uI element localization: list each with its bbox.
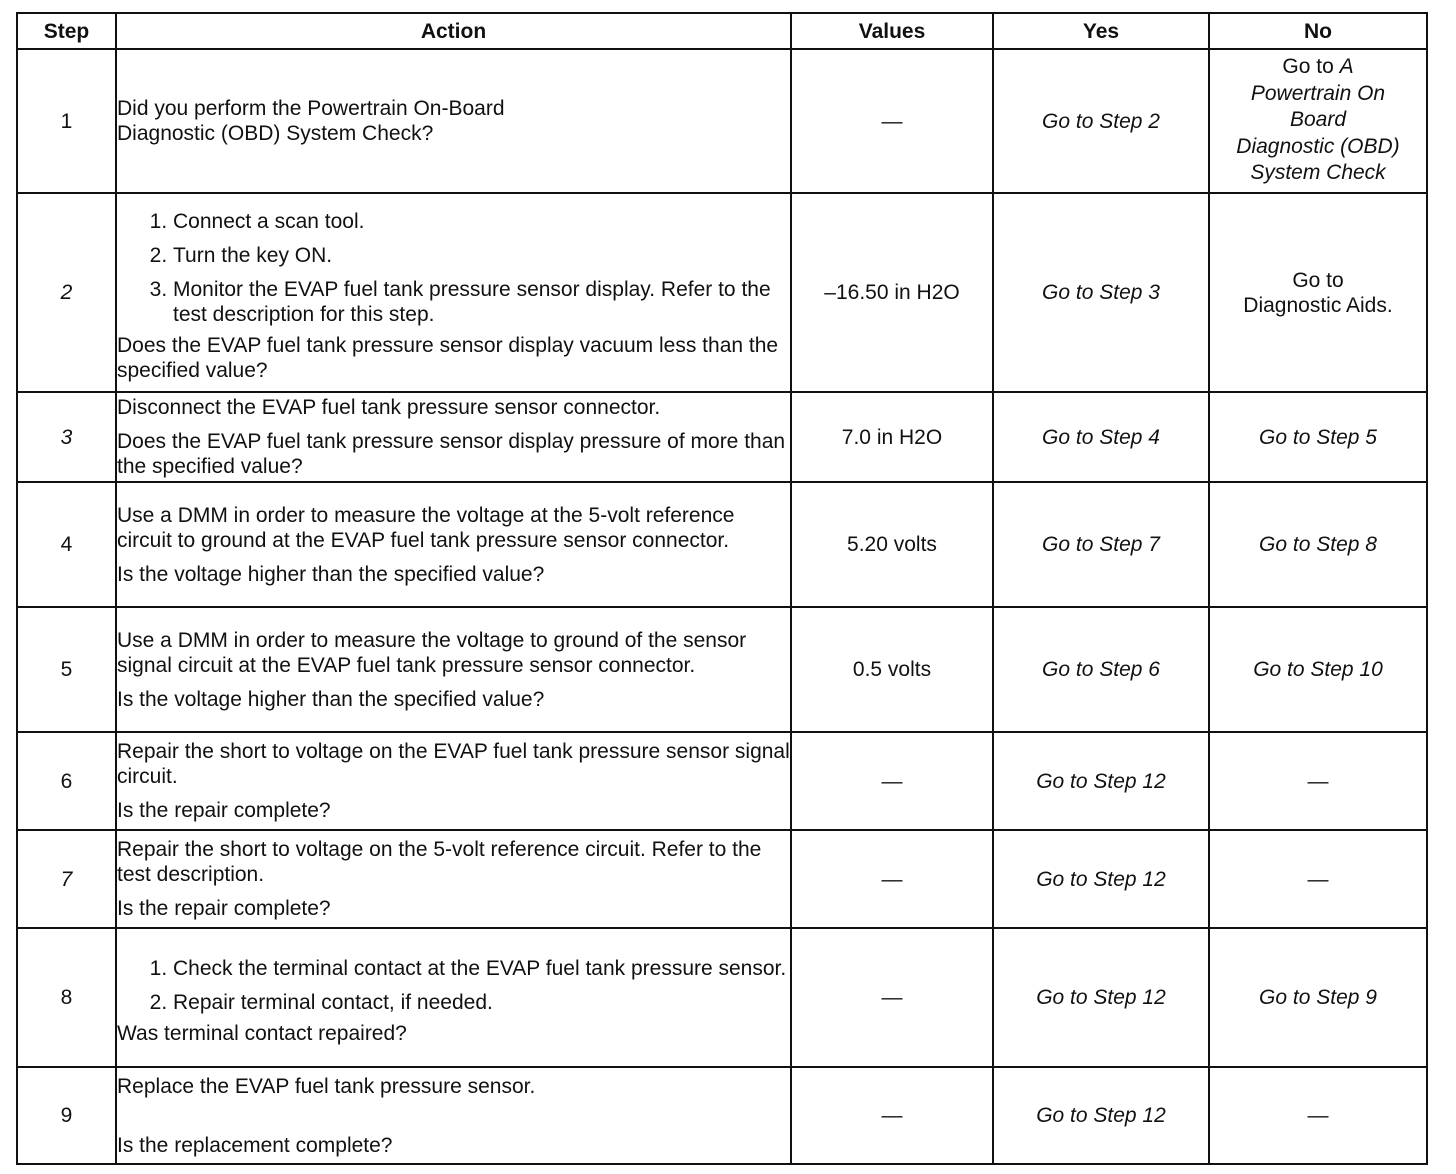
value-cell: 5.20 volts bbox=[791, 482, 993, 607]
no-link[interactable]: Go to Step 9 bbox=[1209, 928, 1427, 1067]
no-link-text: Powertrain On bbox=[1250, 81, 1386, 105]
action-question: Is the voltage higher than the specified value? bbox=[117, 562, 545, 586]
action-question: Does the EVAP fuel tank pressure sensor display vacuum less than the specified value? bbox=[117, 333, 779, 382]
yes-link[interactable]: Go to Step 6 bbox=[993, 607, 1209, 732]
table-row bbox=[17, 732, 1427, 830]
no-value: — bbox=[1209, 732, 1427, 830]
step-number: 9 bbox=[17, 1067, 116, 1164]
action-cell bbox=[116, 607, 791, 732]
action-cell bbox=[116, 49, 791, 193]
no-value: — bbox=[1209, 830, 1427, 928]
header-step: Step bbox=[17, 13, 116, 49]
step-number: 2 bbox=[17, 193, 116, 392]
value-cell: –16.50 in H2O bbox=[791, 193, 993, 392]
action-steps bbox=[117, 956, 790, 1015]
step-number: 1 bbox=[17, 49, 116, 193]
value-cell: — bbox=[791, 830, 993, 928]
value-cell: — bbox=[791, 49, 993, 193]
no-link[interactable] bbox=[1209, 49, 1427, 193]
yes-link[interactable]: Go to Step 12 bbox=[993, 830, 1209, 928]
action-step: 1. Check the terminal contact at the EVAP fuel tank pressure sensor. bbox=[173, 956, 790, 981]
action-intro-line: Did you perform the Powertrain On-Board bbox=[117, 97, 505, 120]
value-cell: — bbox=[791, 928, 993, 1067]
action-intro: Replace the EVAP fuel tank pressure sensor. bbox=[117, 1074, 536, 1098]
table-row bbox=[17, 928, 1427, 1067]
action-intro-line: Diagnostic (OBD) System Check? bbox=[117, 122, 434, 145]
no-link-text: Go to bbox=[1292, 268, 1344, 292]
value-cell: — bbox=[791, 732, 993, 830]
action-cell bbox=[116, 1067, 791, 1164]
yes-link[interactable]: Go to Step 4 bbox=[993, 392, 1209, 482]
header-row bbox=[17, 13, 1427, 49]
no-link[interactable] bbox=[1209, 193, 1427, 392]
no-link-text: Diagnostic Aids. bbox=[1243, 293, 1393, 317]
header-no: No bbox=[1209, 13, 1427, 49]
action-steps bbox=[117, 209, 790, 327]
value-cell: 0.5 volts bbox=[791, 607, 993, 732]
step-number: 3 bbox=[17, 392, 116, 482]
table-row bbox=[17, 193, 1427, 392]
no-link-text: Board bbox=[1289, 108, 1347, 131]
table-row bbox=[17, 607, 1427, 732]
table-row bbox=[17, 830, 1427, 928]
action-intro: Use a DMM in order to measure the voltage to ground of the sensor signal circuit at the EVAP fuel tank pressure sensor connector. bbox=[117, 628, 747, 677]
action-step: 2. Turn the key ON. bbox=[173, 243, 790, 268]
no-value: — bbox=[1209, 1067, 1427, 1164]
yes-link[interactable]: Go to Step 2 bbox=[993, 49, 1209, 193]
value-cell: 7.0 in H2O bbox=[791, 392, 993, 482]
no-link[interactable]: Go to Step 8 bbox=[1209, 482, 1427, 607]
step-number: 7 bbox=[17, 830, 116, 928]
action-question: Was terminal contact repaired? bbox=[117, 1021, 407, 1045]
action-cell bbox=[116, 482, 791, 607]
step-number: 8 bbox=[17, 928, 116, 1067]
action-intro: Repair the short to voltage on the EVAP fuel tank pressure sensor signal circuit. bbox=[117, 740, 790, 788]
table-row bbox=[17, 482, 1427, 607]
yes-link[interactable]: Go to Step 12 bbox=[993, 1067, 1209, 1164]
action-cell bbox=[116, 830, 791, 928]
action-cell bbox=[116, 392, 791, 482]
step-number: 4 bbox=[17, 482, 116, 607]
yes-link[interactable]: Go to Step 12 bbox=[993, 732, 1209, 830]
table-row bbox=[17, 392, 1427, 482]
no-link[interactable]: Go to Step 10 bbox=[1209, 607, 1427, 732]
no-link-text: A bbox=[1339, 55, 1354, 78]
yes-link[interactable]: Go to Step 3 bbox=[993, 193, 1209, 392]
action-question: Is the repair complete? bbox=[117, 897, 331, 920]
no-link[interactable]: Go to Step 5 bbox=[1209, 392, 1427, 482]
action-question: Is the repair complete? bbox=[117, 799, 331, 822]
diagnostic-table bbox=[16, 12, 1428, 1165]
no-link-text: Diagnostic (OBD) bbox=[1236, 134, 1400, 158]
yes-link[interactable]: Go to Step 12 bbox=[993, 928, 1209, 1067]
header-values: Values bbox=[791, 13, 993, 49]
header-yes: Yes bbox=[993, 13, 1209, 49]
table-row bbox=[17, 1067, 1427, 1164]
action-intro: Disconnect the EVAP fuel tank pressure sensor connector. bbox=[117, 396, 661, 419]
no-link-text: System Check bbox=[1250, 161, 1386, 184]
action-step: 3. Monitor the EVAP fuel tank pressure sensor display. Refer to the test description for this step. bbox=[173, 277, 790, 327]
step-number: 5 bbox=[17, 607, 116, 732]
step-number: 6 bbox=[17, 732, 116, 830]
action-step: 1. Connect a scan tool. bbox=[173, 209, 790, 234]
action-step: 2. Repair terminal contact, if needed. bbox=[173, 990, 790, 1015]
header-action: Action bbox=[116, 13, 791, 49]
action-question: Does the EVAP fuel tank pressure sensor display pressure of more than the specified value? bbox=[117, 430, 786, 478]
no-link-prefix: Go to bbox=[1282, 55, 1340, 78]
table-row bbox=[17, 49, 1427, 193]
action-cell bbox=[116, 193, 791, 392]
action-question: Is the voltage higher than the specified value? bbox=[117, 687, 545, 711]
action-intro: Use a DMM in order to measure the voltage at the 5-volt reference circuit to ground at the EVAP fuel tank pressure sensor connector. bbox=[117, 503, 735, 552]
value-cell: — bbox=[791, 1067, 993, 1164]
action-intro: Repair the short to voltage on the 5-volt reference circuit. Refer to the test description. bbox=[117, 838, 762, 886]
action-question: Is the replacement complete? bbox=[117, 1133, 393, 1157]
action-cell bbox=[116, 732, 791, 830]
action-cell bbox=[116, 928, 791, 1067]
yes-link[interactable]: Go to Step 7 bbox=[993, 482, 1209, 607]
